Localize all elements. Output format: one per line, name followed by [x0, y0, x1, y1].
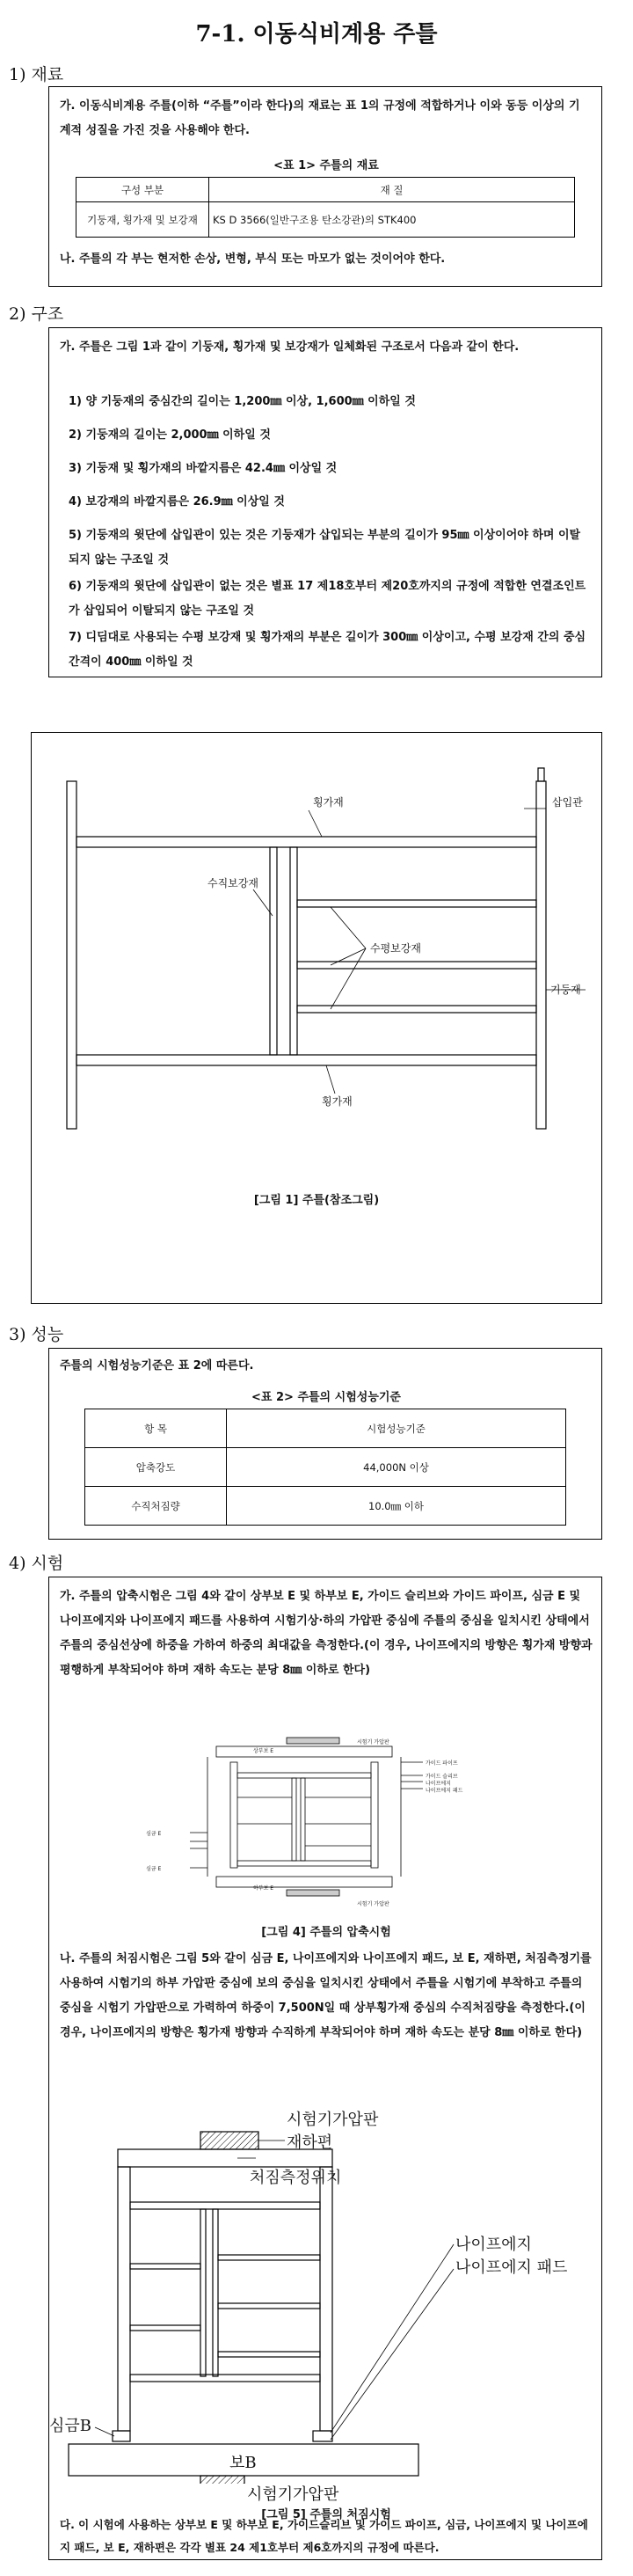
fig5-label-shim: 심금B	[49, 2417, 92, 2435]
table2-header: 항 목	[85, 1409, 227, 1448]
table2-cell: 수직처짐량	[85, 1487, 227, 1526]
table2-header: 시험성능기준	[227, 1409, 566, 1448]
structure-item: 7) 디딤대로 사용되는 수평 보강재 및 횡가재의 부분은 길이가 300㎜ 이상이고, 수평 보강재 간의 중심간격이 400㎜ 이하일 것	[69, 631, 586, 669]
material-box	[48, 86, 602, 287]
table2-cell: 10.0㎜ 이하	[227, 1487, 566, 1526]
structure-intro: 가. 주틀은 그림 1과 같이 기둥재, 횡가재 및 보강재가 일체화된 구조로서 다음과 같이 한다.	[60, 340, 520, 354]
table2-cell: 44,000N 이상	[227, 1448, 566, 1487]
fig1-label-cross: 횡가재	[313, 796, 344, 809]
structure-item: 5) 기둥재의 윗단에 삽입관이 있는 것은 기둥재가 삽입되는 부분의 길이가 95㎜ 이상이어야 하며 이탈되지 않는 구조일 것	[69, 529, 581, 567]
fig4-label: 나이프에지	[426, 1781, 451, 1787]
table1-header: 구성 부분	[76, 178, 209, 202]
page-title: 7-1. 이동식비계용 주틀	[195, 21, 438, 48]
structure-box	[48, 327, 602, 677]
table2-caption: <표 2> 주틀의 시험성능기준	[251, 1391, 401, 1404]
table1-cell: 기둥재, 횡가재 및 보강재	[76, 202, 209, 238]
fig4-label: 시험기 가압판	[357, 1901, 389, 1907]
fig5-label-press-bottom: 시험기가압판	[247, 2485, 339, 2504]
structure-item: 6) 기둥재의 윗단에 삽입관이 없는 것은 별표 17 제18호부터 제20호까지의 규정에 적합한 연결조인트가 삽입되어 이탈되지 않는 구조일 것	[69, 580, 586, 618]
fig4-label: 심금 E	[146, 1866, 162, 1872]
fig4-label: 심금 E	[146, 1831, 162, 1837]
material-para-na: 나. 주틀의 각 부는 현저한 손상, 변형, 부식 또는 마모가 없는 것이어야 한다.	[60, 252, 446, 266]
fig4-label: 상부보 E	[253, 1748, 274, 1754]
fig1-label-column: 기둥재	[550, 984, 581, 996]
section-heading-test: 4) 시험	[9, 1554, 64, 1573]
section-heading-structure: 2) 구조	[9, 304, 64, 324]
test-para-da: 다. 이 시험에 사용하는 상부보 E 및 하부보 E, 가이드슬리브 및 가이드 파이프, 심금, 나이프에지 및 나이프에지 패드, 보 E, 재하편은 각각 별표 24 제1호부터 제6호까지의 규정에 따른다.	[60, 2518, 588, 2554]
fig5-label-gauge: 처짐측정위치	[250, 2169, 342, 2187]
structure-item: 1) 양 기둥재의 중심간의 길이는 1,200㎜ 이상, 1,600㎜ 이하일 것	[69, 395, 416, 408]
table1-header: 재 질	[209, 178, 575, 202]
fig4-label: 시험기 가압판	[357, 1739, 389, 1745]
figure4-caption: [그림 4] 주틀의 압축시험	[261, 1926, 391, 1939]
table1-caption: <표 1> 주틀의 재료	[273, 159, 379, 172]
material-para-ga: 가. 이동식비계용 주틀(이하 “주틀”이라 한다)의 재료는 표 1의 규정에 적합하거나 이와 동등 이상의 기계적 성질을 가진 것을 사용해야 한다.	[60, 99, 580, 137]
fig5-label-press-top: 시험기가압판	[287, 2111, 379, 2129]
figure5-drawing	[49, 2105, 603, 2484]
fig1-label-horizontal-brace: 수평보강재	[370, 942, 421, 955]
table2-cell: 압축강도	[85, 1448, 227, 1487]
table2	[84, 1409, 566, 1526]
fig5-label-beam: 보B	[229, 2454, 257, 2472]
fig4-label: 나이프에지 패드	[426, 1788, 463, 1794]
fig5-label-load-piece: 재하편	[287, 2133, 333, 2152]
structure-item: 3) 기둥재 및 횡가재의 바깥지름은 42.4㎜ 이상일 것	[69, 462, 338, 475]
fig4-label: 하부보 E	[253, 1885, 274, 1892]
figure5-caption: [그림 5] 주틀의 처짐시험	[261, 2508, 391, 2521]
fig1-label-insert: 삽입관	[552, 796, 583, 809]
fig1-label-vertical-brace: 수직보강재	[207, 877, 258, 889]
performance-box	[48, 1348, 602, 1540]
structure-item: 4) 보강재의 바깥지름은 26.9㎜ 이상일 것	[69, 495, 285, 509]
structure-item: 2) 기둥재의 길이는 2,000㎜ 이하일 것	[69, 428, 271, 442]
fig5-label-knife: 나이프에지	[455, 2236, 532, 2254]
test-para-ga: 가. 주틀의 압축시험은 그림 4와 같이 상부보 E 및 하부보 E, 가이드 슬리브와 가이드 파이프, 심금 E 및 나이프에지와 나이프에지 패드를 사용하여 시험기상·하의 가압판 중심에 주틀의 중심을 일치시킨 상태에서 주틀의 중심선상에 하중을 가하여 하중의 최대값을 측정한다.(이 경우, 나이프에지의 방향은 횡가재 방향과 평행하게 부착되어야 하며 재하 속도는 분당 8㎜ 이하로 한다)	[60, 1590, 593, 1677]
performance-intro: 주틀의 시험성능기준은 표 2에 따른다.	[60, 1359, 254, 1372]
table1	[76, 177, 575, 238]
figure1-caption: [그림 1] 주틀(참조그림)	[253, 1194, 380, 1207]
fig5-label-knife-pad: 나이프에지 패드	[455, 2258, 568, 2277]
section-heading-material: 1) 재료	[9, 65, 64, 84]
test-para-na: 나. 주틀의 처짐시험은 그림 5와 같이 심금 E, 나이프에지와 나이프에지 패드, 보 E, 재하편, 처짐측정기를 사용하여 시험기의 하부 가압판 중심에 보의 중심을 일치시킨 상태에서 주틀을 시험기에 부착하고 주틀의 중심을 시험기 가압판으로 가력하여 하중이 7,500N일 때 상부횡가재 중심의 수직처짐량을 측정한다.(이 경우, 나이프에지의 방향은 횡가재 방향과 수직하게 부착되어야 하며 재하 속도는 분당 8㎜ 이하로 한다)	[60, 1952, 592, 2039]
fig1-label-cross-bottom: 횡가재	[322, 1095, 353, 1108]
section-heading-performance: 3) 성능	[9, 1325, 64, 1344]
table1-cell: KS D 3566(일반구조용 탄소강관)의 STK400	[209, 202, 575, 238]
figure1-drawing	[32, 733, 601, 1303]
test-box	[48, 1577, 602, 2560]
fig4-label: 가이드 파이프	[426, 1760, 458, 1767]
figure1-box	[31, 732, 602, 1304]
fig4-label: 가이드 슬리브	[426, 1774, 458, 1780]
